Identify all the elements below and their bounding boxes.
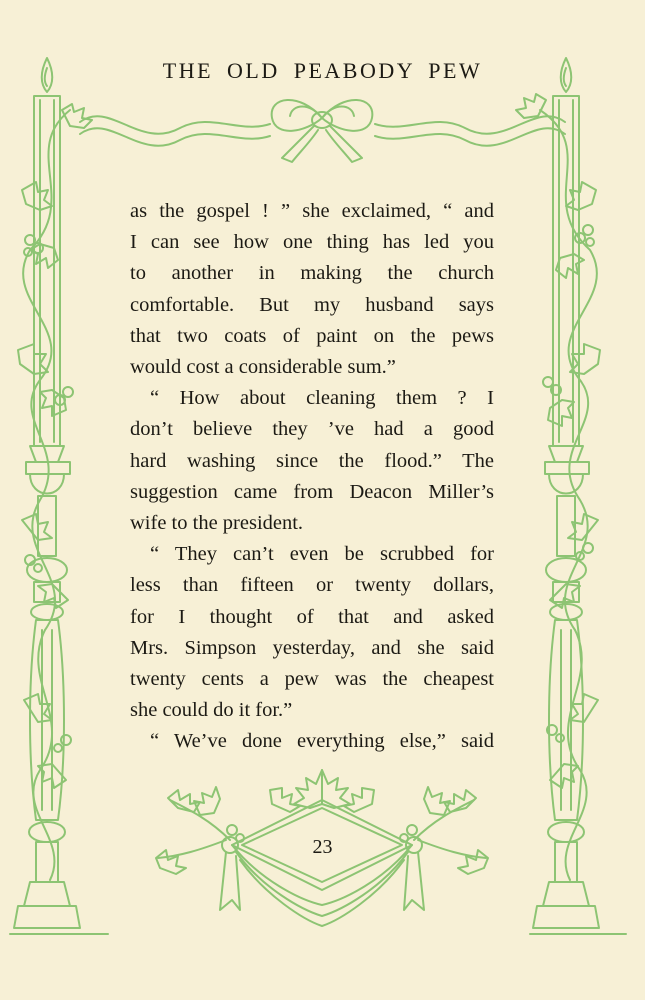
- text-line: wife to the president.: [130, 512, 304, 535]
- body-text: [130, 196, 494, 758]
- text-line: would cost a considerable sum.”: [130, 356, 396, 379]
- text-line: that two coats of paint on the pews: [130, 324, 494, 347]
- text-line: she could do it for.”: [130, 699, 293, 722]
- right-candlestick-ornament: [516, 58, 626, 934]
- text-line: “ We’ve done everything else,” said: [150, 730, 494, 753]
- top-ribbon-bow-ornament: [80, 100, 565, 162]
- text-line: “ They can’t even be scrubbed for: [150, 543, 494, 566]
- text-line: suggestion came from Deacon Miller’s: [130, 480, 494, 503]
- running-header: THE OLD PEABODY PEW: [162, 58, 483, 83]
- text-line: hard washing since the flood.” The: [130, 449, 494, 472]
- page-number: 23: [312, 836, 333, 858]
- text-line: twenty cents a pew was the cheapest: [130, 668, 494, 691]
- text-line: Mrs. Simpson yesterday, and she said: [130, 636, 494, 659]
- text-line: less than fifteen or twenty dollars,: [130, 574, 494, 597]
- text-line: I can see how one thing has led you: [130, 231, 494, 254]
- text-line: as the gospel ! ” she exclaimed, “ and: [130, 200, 494, 222]
- text-line: comfortable. But my husband says: [130, 293, 494, 316]
- text-line: don’t believe they ’ve had a good: [130, 418, 494, 441]
- text-line: for I thought of that and asked: [130, 605, 494, 628]
- text-line: “ How about cleaning them ? I: [150, 387, 494, 410]
- text-line: to another in making the church: [130, 262, 494, 285]
- left-candlestick-ornament: [10, 58, 108, 934]
